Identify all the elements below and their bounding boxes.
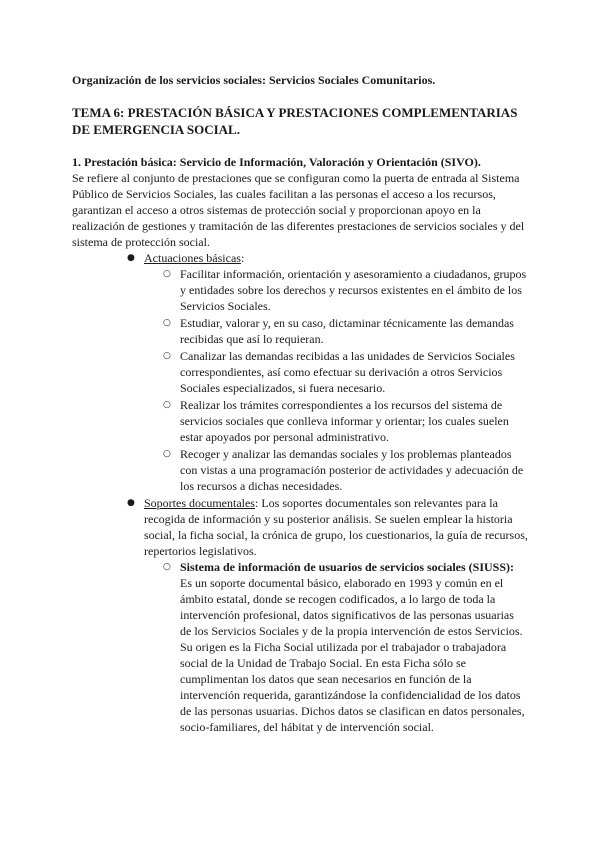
actuaciones-list-item — [127, 250, 528, 494]
hollow-circle-icon: ○ — [163, 400, 171, 410]
siuss-text: Es un soporte documental básico, elaborado en 1993 y común en el ámbito estatal, donde se recogen codificados, a lo largo de toda la intervención profesional, datos significativos de las personas usuarias de los Servicios Sociales y de la propia intervención de estos Servicios. Su origen es la Ficha Social utilizada por el trabajador o trabajadora social de la Unidad de Trabajo Social. En esta Ficha sólo se cumplimentan los datos que sean necesarios en función de la intervención requerida, garantizándose la confidencialidad de los datos de las personas usuarias. Dichos datos se clasifican en datos personales, socio-familiares, del hábitat y de intervención social. — [180, 576, 525, 734]
list-item-text: Canalizar las demandas recibidas a las unidades de Servicios Sociales correspondientes, así como efectuar su derivación a otros Servicios Sociales especializados, si fuera necesario. — [180, 349, 515, 395]
list-item-text: Realizar los trámites correspondientes a los recursos del sistema de servicios sociales que conlleva informar y orientar; los cuales suelen estar apoyados por personal administrativo. — [180, 398, 509, 444]
hollow-circle-icon: ○ — [163, 318, 171, 328]
filled-circle-icon: ● — [127, 253, 135, 263]
main-bullet-list — [72, 250, 528, 735]
list-item — [163, 446, 528, 494]
tema-title: TEMA 6: PRESTACIÓN BÁSICA Y PRESTACIONES COMPLEMENTARIAS DE EMERGENCIA SOCIAL. — [72, 105, 518, 137]
list-item — [163, 348, 528, 396]
hollow-circle-icon: ○ — [163, 351, 171, 361]
soportes-text: : Los soportes documentales son relevantes para la recogida de información y su posterior análisis. Se suelen emplear la historia social, la ficha social, la crónica de grupo, los cuestionarios, la guía de recursos, repertorios legislativos. — [144, 496, 528, 558]
list-item — [163, 397, 528, 445]
hollow-circle-icon: ○ — [163, 562, 171, 572]
list-item — [163, 315, 528, 347]
list-item-text: Facilitar información, orientación y asesoramiento a ciudadanos, grupos y entidades sobre los derechos y recursos existentes en el ámbito de los Servicios Sociales. — [180, 267, 527, 313]
section-intro-paragraph: Se refiere al conjunto de prestaciones que se configuran como la puerta de entrada al Sistema Público de Servicios Sociales, las cuales facilitan a las personas el acceso a los recursos, garantizan el acceso a otros sistemas de protección social y proporcionan apoyo en la realización de gestiones y tramitación de las diferentes prestaciones de servicios sociales y del sistema de protección social. — [72, 171, 525, 249]
soportes-label: Soportes documentales — [144, 496, 255, 510]
document-content — [72, 72, 528, 736]
actuaciones-label: Actuaciones básicas — [144, 251, 241, 265]
soportes-list-item — [127, 495, 528, 735]
list-item-text: Estudiar, valorar y, en su caso, dictaminar técnicamente las demandas recibidas que así lo requieran. — [180, 316, 514, 346]
siuss-list-item — [163, 559, 528, 735]
actuaciones-suffix: : — [240, 251, 245, 265]
list-item — [163, 266, 528, 314]
siuss-title: Sistema de información de usuarios de servicios sociales (SIUSS): — [180, 560, 514, 574]
section-heading: 1. Prestación básica: Servicio de Información, Valoración y Orientación (SIVO). — [72, 155, 481, 169]
actuaciones-sublist — [144, 266, 528, 494]
soportes-sublist — [144, 559, 528, 735]
filled-circle-icon: ● — [127, 498, 135, 508]
hollow-circle-icon: ○ — [163, 269, 171, 279]
organization-title: Organización de los servicios sociales: Servicios Sociales Comunitarios. — [72, 73, 436, 87]
list-item-text: Recoger y analizar las demandas sociales y los problemas planteados con vistas a una programación posterior de actividades y adecuación de los recursos a dichas necesidades. — [180, 447, 524, 493]
hollow-circle-icon: ○ — [163, 449, 171, 459]
